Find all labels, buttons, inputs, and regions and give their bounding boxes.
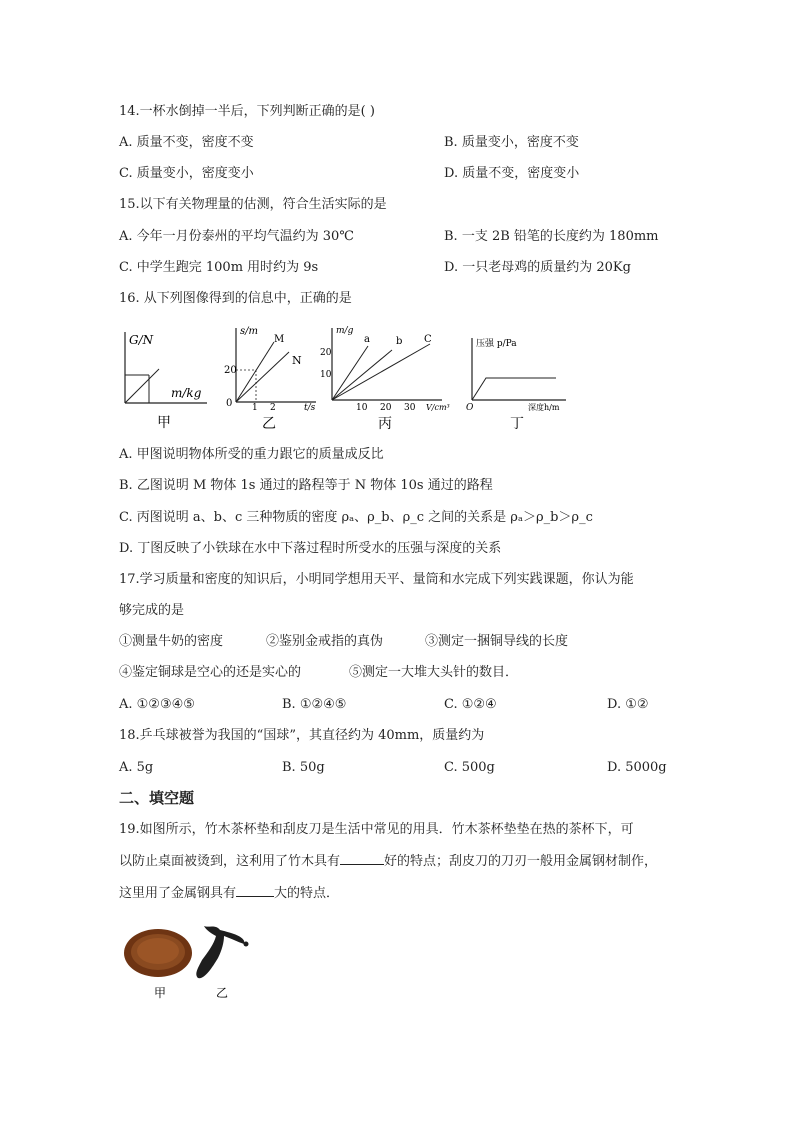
figure-yi-origin: 0	[226, 398, 233, 409]
section-heading: 二、填空题	[119, 789, 195, 807]
q16-option-b: B. 乙图说明 M 物体 1s 通过的路程等于 N 物体 10s 通过的路程	[119, 478, 493, 493]
q15-option-b: B. 一支 2B 铅笔的长度约为 180mm	[444, 229, 659, 244]
q17-option-b: B. ①②④⑤	[282, 697, 347, 712]
q18-option-c: C. 500g	[444, 760, 495, 775]
q19-line3-post: 大的特点．	[274, 886, 340, 901]
figure-yi-xlabel: t/s	[304, 403, 316, 413]
q19-blank-1[interactable]	[340, 852, 384, 865]
figure-ding-ylabel: 压强 p/Pa	[476, 339, 517, 349]
q19-caption-jia: 甲	[154, 986, 167, 1000]
figure-bing-tick-x-30: 30	[404, 403, 416, 413]
q15-stem: 15.以下有关物理量的估测，符合生活实际的是	[119, 197, 387, 212]
q17-item-1: ①测量牛奶的密度	[119, 634, 224, 649]
q16-option-a: A. 甲图说明物体所受的重力跟它的质量成反比	[119, 447, 384, 462]
q19-line2-post: 好的特点；刮皮刀的刀刃一般用金属钢材制作，	[384, 854, 658, 869]
figure-bing-line-b	[332, 350, 392, 400]
figure-yi-label-m: M	[274, 334, 285, 345]
figure-jia-ylabel: G/N	[129, 333, 154, 347]
figure-bing-xlabel: V/cm³	[426, 403, 450, 412]
q17-option-c: C. ①②④	[444, 697, 497, 712]
figure-ding-xlabel: 深度h/m	[528, 403, 560, 412]
figure-bing-tick-y-10: 10	[320, 370, 332, 380]
q17-stem-line2: 够完成的是	[119, 603, 185, 618]
q17-option-a: A. ①②③④⑤	[119, 697, 195, 712]
q14-option-c: C. 质量变小，密度变小	[119, 166, 254, 181]
q14-option-a: A. 质量不变，密度不变	[119, 135, 254, 150]
q19-line2-pre: 以防止桌面被烫到，这利用了竹木具有	[119, 854, 341, 869]
q17-item-2: ②鉴别金戒指的真伪	[266, 634, 384, 649]
q16-option-c: C. 丙图说明 a、b、c 三种物质的密度 ρₐ、ρ_b、ρ_c 之间的关系是 ρₐ＞ρ_b＞ρ_c	[119, 510, 593, 525]
figure-yi-tick-y: 20	[224, 365, 237, 376]
q19-line3	[119, 884, 339, 903]
q17-item-5: ⑤测定一大堆大头针的数目．	[349, 665, 519, 680]
q14-option-b: B. 质量变小，密度不变	[444, 135, 579, 150]
q19-caption-yi: 乙	[216, 986, 229, 1000]
figure-bing	[318, 322, 460, 434]
q18-option-d: D. 5000g	[607, 760, 667, 775]
q17-stem-line1: 17.学习质量和密度的知识后，小明同学想用天平、量筒和水完成下列实践课题，你认为能	[119, 572, 634, 587]
figure-ding-curve	[472, 378, 556, 400]
q16-stem: 16. 从下列图像得到的信息中，正确的是	[119, 291, 352, 306]
figure-yi	[224, 322, 324, 434]
tea-coaster-image	[124, 929, 192, 977]
figure-bing-line-a	[332, 346, 368, 400]
q15-option-c: C. 中学生跑完 100m 用时约为 9s	[119, 260, 319, 275]
figure-ding	[464, 330, 574, 434]
peeler-image	[196, 926, 248, 978]
figure-ding-origin: O	[466, 403, 474, 413]
q16-option-d: D. 丁图反映了小铁球在水中下落过程时所受水的压强与深度的关系	[119, 541, 502, 556]
figure-bing-label-a: a	[364, 334, 370, 345]
figure-bing-ylabel: m/g	[336, 326, 354, 336]
figure-yi-ylabel: s/m	[240, 326, 258, 337]
q17-option-d: D. ①②	[607, 697, 649, 712]
figure-yi-tick-x2: 2	[270, 403, 276, 413]
q17-item-3: ③测定一捆铜导线的长度	[425, 634, 569, 649]
figure-bing-tick-x-10: 10	[356, 403, 368, 413]
figure-jia-caption: 甲	[157, 415, 171, 431]
figure-bing-label-b: b	[396, 336, 403, 347]
figure-yi-label-n: N	[292, 354, 302, 367]
q15-option-a: A. 今年一月份泰州的平均气温约为 30℃	[119, 229, 354, 244]
figure-jia-xlabel: m/kg	[171, 386, 202, 400]
q19-figure	[120, 920, 260, 1005]
q19-line2	[119, 852, 657, 871]
q14-stem: 14.一杯水倒掉一半后，下列判断正确的是( )	[119, 104, 375, 119]
q18-option-a: A. 5g	[119, 760, 154, 775]
figure-bing-tick-x-20: 20	[380, 403, 392, 413]
q18-option-b: B. 50g	[282, 760, 325, 775]
q19-line1: 19.如图所示，竹木茶杯垫和刮皮刀是生活中常见的用具．竹木茶杯垫垫在热的茶杯下，可	[119, 822, 634, 837]
q15-option-d: D. 一只老母鸡的质量约为 20Kg	[444, 260, 631, 275]
q19-line3-pre: 这里用了金属钢具有	[119, 886, 237, 901]
figure-bing-caption: 丙	[378, 416, 392, 432]
q18-stem: 18.乒乓球被誉为我国的“国球”，其直径约为 40mm，质量约为	[119, 728, 485, 743]
q14-option-d: D. 质量不变，密度变小	[444, 166, 580, 181]
q17-item-4: ④鉴定铜球是空心的还是实心的	[119, 665, 302, 680]
figure-yi-tick-x1: 1	[252, 403, 258, 413]
figure-bing-tick-y-20: 20	[320, 348, 332, 358]
figure-jia-graph	[125, 369, 159, 403]
figure-yi-caption: 乙	[262, 416, 276, 432]
figure-jia	[119, 324, 214, 434]
q19-blank-2[interactable]	[236, 884, 274, 897]
figure-bing-line-c	[332, 344, 430, 400]
figure-bing-label-c: C	[424, 334, 432, 345]
figure-ding-caption: 丁	[510, 416, 524, 432]
